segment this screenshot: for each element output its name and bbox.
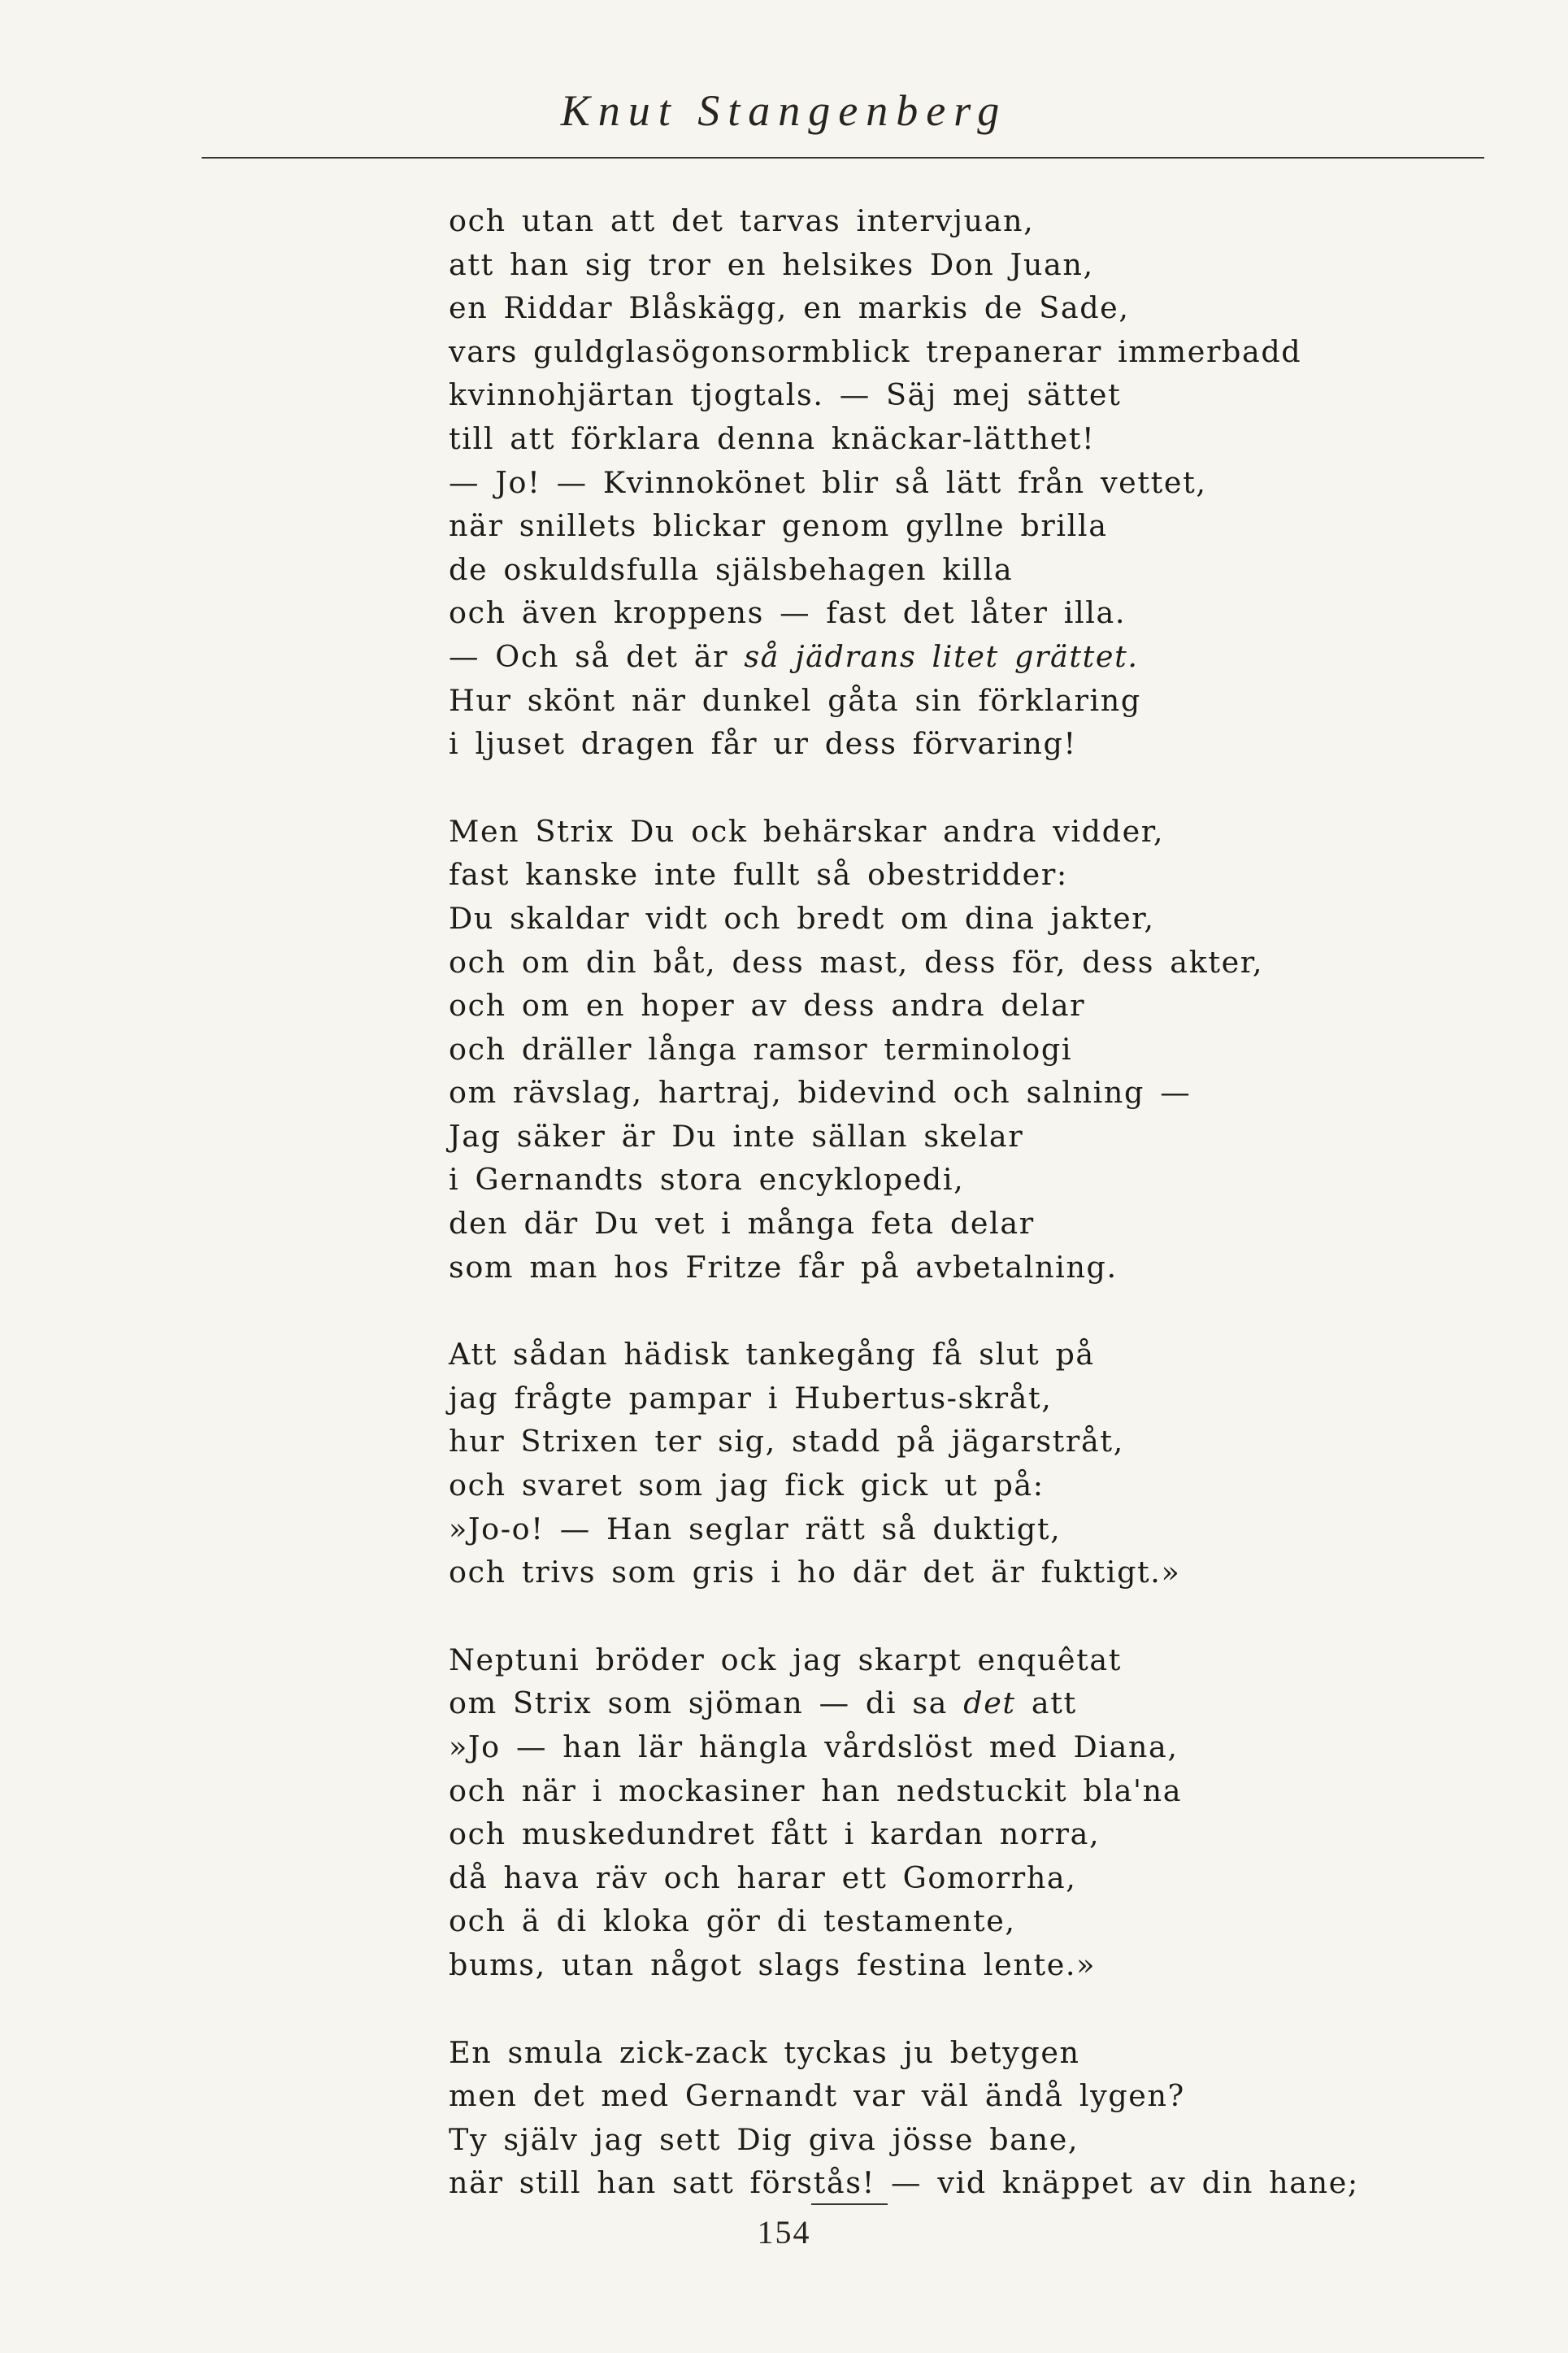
italic-word: det (963, 1685, 1016, 1721)
poem-line-text: att (1031, 1685, 1077, 1721)
poem-line: och muskedundret fått i kardan norra, (449, 1816, 1101, 1852)
poem-line: och när i mockasiner han nedstuckit bla'na (449, 1772, 1183, 1808)
page-number-rule (811, 2203, 888, 2205)
poem-line: En smula zick-zack tyckas ju betygen (449, 2034, 1080, 2070)
poem-line: och även kroppens — fast det låter illa. (449, 595, 1127, 631)
stanza-5 (449, 2031, 1505, 2205)
poem-line: i ljuset dragen får ur dess förvaring! (449, 726, 1077, 762)
poem-line: den där Du vet i många feta delar (449, 1206, 1035, 1242)
italic-phrase: så jädrans litet grättet. (744, 638, 1139, 674)
poem-line: men det med Gernandt var väl ändå lygen? (449, 2078, 1185, 2114)
poem-line: — Jo! — Kvinnokönet blir så lätt från vettet, (449, 464, 1207, 500)
poem-line-text: — Och så det är (449, 638, 729, 674)
poem-line: om rävslag, hartraj, bidevind och salning — (449, 1075, 1192, 1111)
poem-line: fast kanske inte fullt så obestridder: (449, 857, 1068, 893)
poem-body (449, 199, 1505, 2249)
poem-line: som man hos Fritze får på avbetalning. (449, 1249, 1118, 1285)
poem-line: »Jo — han lär hängla vårdslöst med Diana, (449, 1729, 1179, 1764)
poem-line: Du skaldar vidt och bredt om dina jakter, (449, 900, 1155, 936)
poem-line: Ty själv jag sett Dig giva jösse bane, (449, 2121, 1079, 2157)
poem-line: och svaret som jag fick gick ut på: (449, 1468, 1045, 1503)
stanza-3 (449, 1333, 1505, 1594)
poem-line: bums, utan något slags festina lente.» (449, 1946, 1097, 1982)
poem-line: i Gernandts stora encyklopedi, (449, 1162, 965, 1198)
poem-line: de oskuldsfulla själsbehagen killa (449, 551, 1014, 587)
poem-line: och trivs som gris i ho där det är fuktigt.» (449, 1555, 1181, 1590)
poem-line: och dräller långa ramsor terminologi (449, 1031, 1073, 1067)
poem-line: Jag säker är Du inte sällan skelar (449, 1118, 1024, 1154)
poem-line: »Jo-o! — Han seglar rätt så duktigt, (449, 1511, 1062, 1546)
poem-line: och ä di kloka gör di testamente, (449, 1903, 1016, 1939)
header-rule (202, 157, 1484, 159)
poem-line: och utan att det tarvas intervjuan, (449, 203, 1035, 238)
poem-line: till att förklara denna knäckar-lätthet! (449, 420, 1096, 456)
poem-line (449, 635, 1505, 679)
poem-line: kvinnohjärtan tjogtals. — Säj mej sättet (449, 377, 1122, 413)
poem-line: när still han satt förstås! — vid knäppet av din hane; (449, 2165, 1359, 2201)
poem-line: när snillets blickar genom gyllne brilla (449, 508, 1108, 544)
poem-line: och om din båt, dess mast, dess för, dess akter, (449, 944, 1264, 980)
poem-line: och om en hoper av dess andra delar (449, 988, 1086, 1024)
poem-line: Hur skönt när dunkel gåta sin förklaring (449, 682, 1141, 718)
poem-line: hur Strixen ter sig, stadd på jägarstråt, (449, 1424, 1124, 1459)
poem-line: då hava räv och harar ett Gomorrha, (449, 1859, 1077, 1895)
poem-line: en Riddar Blåskägg, en markis de Sade, (449, 290, 1130, 326)
poem-line: vars guldglasögonsormblick trepanerar immerbadd (449, 333, 1302, 369)
poem-line: Men Strix Du ock behärskar andra vidder, (449, 813, 1165, 849)
poem-line: Neptuni bröder ock jag skarpt enquêtat (449, 1642, 1123, 1677)
running-title: Knut Stangenberg (560, 86, 1008, 135)
stanza-2 (449, 810, 1505, 1290)
poem-line-text: om Strix som sjöman — di sa (449, 1685, 949, 1721)
poem-line: jag frågte pampar i Hubertus-skråt, (449, 1380, 1053, 1416)
page-number: 154 (757, 2214, 811, 2251)
stanza-1 (449, 199, 1505, 766)
poem-line: Att sådan hädisk tankegång få slut på (449, 1337, 1095, 1372)
poem-line: att han sig tror en helsikes Don Juan, (449, 246, 1094, 282)
poem-line (449, 1681, 1505, 1725)
stanza-4 (449, 1638, 1505, 1987)
